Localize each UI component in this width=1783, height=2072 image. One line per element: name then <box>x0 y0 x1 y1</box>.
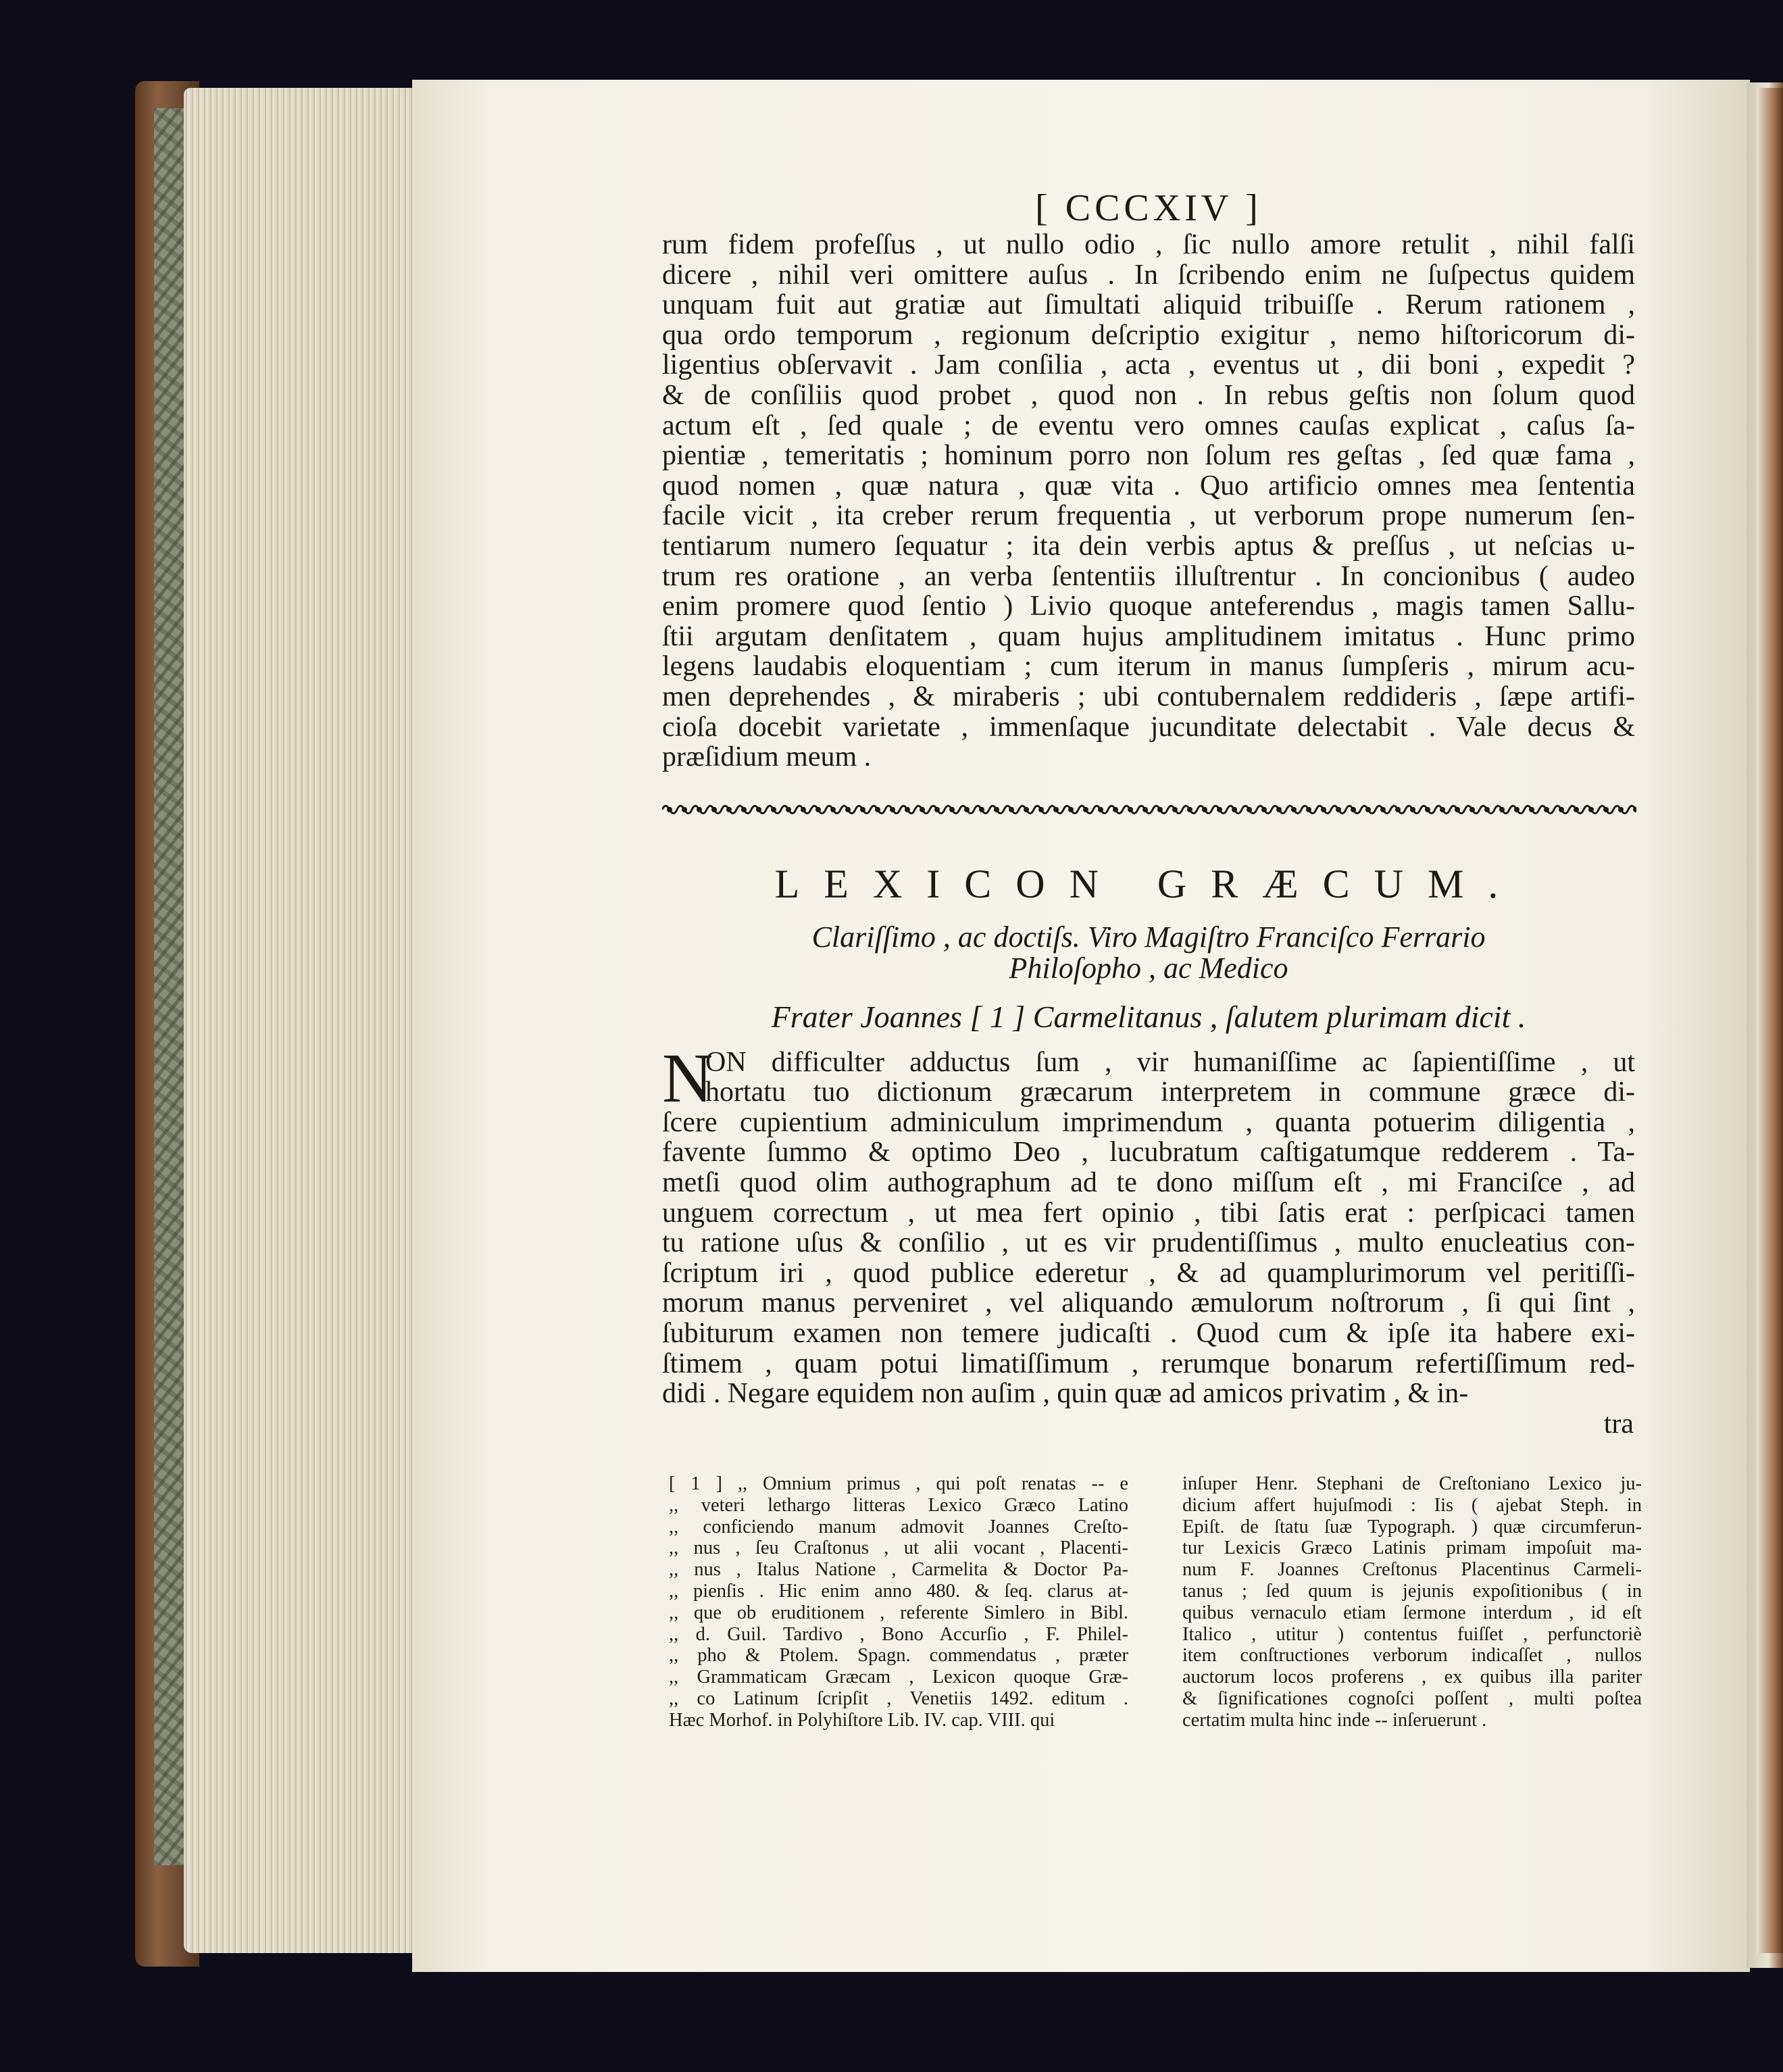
intro-paragraph <box>662 230 1635 772</box>
text-line: ,, pho & Ptolem. Spagn. commendatus , præter <box>669 1645 1128 1667</box>
text-line: num F. Joannes Creſtonus Placentinus Carmeli- <box>1182 1559 1642 1581</box>
page-edges <box>184 88 417 1953</box>
footnote-column-right <box>1182 1473 1642 1731</box>
text-line: tentiarum numero ſequatur ; ita dein verbis aptus & preſſus , ut neſcias u- <box>662 531 1635 562</box>
text-line: certatim multa hinc inde -- inſeruerunt . <box>1182 1709 1487 1731</box>
text-line: ligentius obſervavit . Jam conſilia , acta , eventus ut , dii boni , expedit ? <box>662 350 1635 380</box>
text-line: ,, co Latinum ſcripſit , Venetiis 1492. editum . <box>669 1687 1128 1709</box>
text-line: rum fidem profeſſus , ut nullo odio , ſic nullo amore retulit , nihil falſi <box>662 230 1635 260</box>
text-line: men deprehendes , & miraberis ; ubi contubernalem reddideris , ſæpe artifi- <box>662 681 1635 712</box>
text-line: morum manus perveniret , vel aliquando æmulorum noſtrorum , ſi qui ſint , <box>662 1288 1635 1319</box>
dedication-line-2: Philoſopho , ac Medico <box>1009 951 1288 985</box>
text-line: favente ſummo & optimo Deo , lucubratum caſtigatumque redderem . Ta- <box>662 1137 1635 1168</box>
text-line: auctorum locos proferens , ex quibus illa pariter <box>1182 1667 1642 1688</box>
text-line: item conſtructiones verborum indicaſſet , nullos <box>1182 1645 1642 1667</box>
text-line: Epiſt. de ſtatu ſuæ Typograph. ) quæ circumferun- <box>1182 1516 1642 1537</box>
text-line: tanus ; ſed quum is jejunis expoſitionibus ( in <box>1182 1580 1642 1602</box>
page-header: [ CCCXIV ] <box>1035 187 1262 229</box>
text-line: ,, veteri lethargo litteras Lexico Græco Latino <box>669 1494 1128 1516</box>
text-line: enim promere quod ſentio ) Livio quoque anteferendus , magis tamen Sallu- <box>662 591 1635 622</box>
text-line: qua ordo temporum , regionum deſcriptio exigitur , nemo hiſtoricorum di- <box>662 320 1635 351</box>
marbled-board <box>154 108 186 1865</box>
salutation: Frater Joannes [ 1 ] Carmelitanus , ſalutem plurimam dicit . <box>771 999 1526 1034</box>
text-line: metſi quod olim authographum ad te dono miſſum eſt , mi Franciſce , ad <box>662 1168 1635 1198</box>
text-line: pientiæ , temeritatis ; hominum porro non ſolum res geſtas , ſed quæ fama , <box>662 441 1635 471</box>
text-line: præſidium meum . <box>662 742 872 772</box>
text-line: facile vicit , ita creber rerum frequentia , ut verborum prope numerum ſen- <box>662 501 1635 531</box>
text-line: & de conſiliis quod probet , quod non . In rebus geſtis non ſolum quod <box>662 380 1635 411</box>
dedication-line-1: Clariſſimo , ac doctiſs. Viro Magiſtro Franciſco Ferrario <box>811 920 1486 954</box>
text-line: actum eſt , ſed quale ; de eventu vero omnes cauſas explicat , caſus ſa- <box>662 410 1635 441</box>
text-line: ſtimem , quam potui limatiſſimum , rerumque bonarum refertiſſimum red- <box>662 1348 1635 1379</box>
text-line: ,, nus , Italus Natione , Carmelita & Doctor Pa- <box>669 1559 1128 1581</box>
text-line: ,, d. Guil. Tardivo , Bono Accurſio , F. Philel- <box>669 1623 1128 1645</box>
text-line: tur Lexicis Græco Latinis primam impoſuit ma- <box>1182 1537 1642 1559</box>
text-line: & ſignificationes cognoſci poſſent , multi poſtea <box>1182 1687 1642 1709</box>
text-line: ,, conficiendo manum admovit Joannes Creſto- <box>669 1516 1128 1537</box>
text-line: ,, pienſis . Hic enim anno 480. & ſeq. clarus at- <box>669 1580 1128 1602</box>
text-line: dicium affert hujuſmodi : Iis ( ajebat Steph. in <box>1182 1494 1642 1516</box>
text-line: legens laudabis eloquentiam ; cum iterum in manus ſumpſeris , mirum acu- <box>662 651 1635 682</box>
text-line: ,, nus , ſeu Craſtonus , ut alii vocant , Placenti- <box>669 1537 1128 1559</box>
footnote-column-left <box>669 1473 1128 1731</box>
text-line: ,, que ob eruditionem , referente Simlero in Bibl. <box>669 1602 1128 1623</box>
text-line: unquam fuit aut gratiæ aut ſimultati aliquid tribuiſſe . Rerum rationem , <box>662 290 1635 320</box>
text-line: unguem correctum , ut mea fert opinio , tibi ſatis erat : perſpicaci tamen <box>662 1198 1635 1229</box>
ornament-divider <box>662 801 1636 818</box>
text-line: [ 1 ] ,, Omnium primus , qui poſt renatas -- e <box>669 1473 1128 1494</box>
text-line: ON difficulter adductus ſum , vir humaniſſime ac ſapientiſſime , ut <box>705 1047 1635 1078</box>
text-line: ſcriptum iri , quod publice ederetur , & ad quamplurimorum vel peritiſſi- <box>662 1258 1635 1289</box>
book-cover-right <box>1757 88 1783 1953</box>
text-line: Italico , utitur ) contentus fuiſſet , perfunctoriè <box>1182 1623 1642 1645</box>
text-line: didi . Negare equidem non auſim , quin quæ ad amicos privatim , & in- <box>662 1379 1469 1409</box>
text-line: ,, Grammaticam Græcam , Lexicon quoque Græ- <box>669 1667 1128 1688</box>
footnotes <box>669 1473 1642 1731</box>
drop-cap-initial: N <box>662 1039 713 1117</box>
text-line: ſtii argutam denſitatem , quam hujus amplitudinem imitatus . Hunc primo <box>662 621 1635 652</box>
text-line: trum res oratione , an verba ſententiis illuſtrentur . In concionibus ( audeo <box>662 561 1635 592</box>
text-line: Hæc Morhof. in Polyhiſtore Lib. IV. cap. VIII. qui <box>669 1709 1055 1731</box>
text-line: quibus vernaculo etiam ſermone interdum , id eſt <box>1182 1602 1642 1623</box>
text-line: hortatu tuo dictionum græcarum interpretem in commune græce di- <box>705 1077 1635 1108</box>
page-content <box>662 189 1635 1439</box>
text-line: ſcere cupientium adminiculum imprimendum , quanta potuerim diligentia , <box>662 1107 1635 1138</box>
text-line: inſuper Henr. Stephani de Creſtoniano Lexico ju- <box>1182 1473 1642 1494</box>
section-title: LEXICON GRÆCUM. <box>774 861 1523 906</box>
body-paragraph <box>662 1039 1635 1409</box>
text-line: dicere , nihil veri omittere auſus . In ſcribendo enim ne ſuſpectus quidem <box>662 260 1635 291</box>
text-line: tu ratione uſus & conſilio , ut es vir prudentiſſimus , multo enucleatius con- <box>662 1228 1635 1258</box>
text-line: ſubiturum examen non temere judicaſti . Quod cum & ipſe ita habere exi- <box>662 1318 1635 1349</box>
catchword: tra <box>1603 1408 1634 1439</box>
text-line: quod nomen , quæ natura , quæ vita . Quo artificio omnes mea ſententia <box>662 470 1635 501</box>
text-line: cioſa docebit varietate , immenſaque jucunditate delectabit . Vale decus & <box>662 712 1635 743</box>
